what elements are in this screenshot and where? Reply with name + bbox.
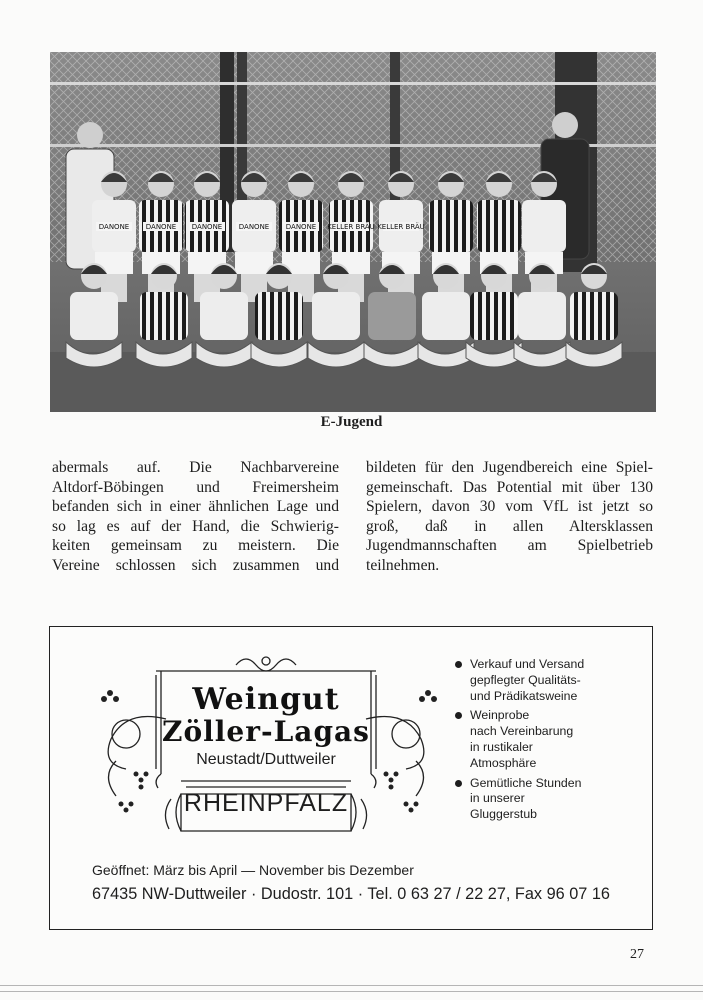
logo-name-weingut: Weingut (192, 682, 340, 717)
article-column-right (366, 458, 653, 575)
list-item (470, 776, 650, 823)
text-line: Jugendmannschaften am Spielbetrieb (366, 537, 653, 554)
article-column-left (52, 458, 339, 575)
text-line: Altdorf-Böbingen und Freimersheim (52, 478, 339, 496)
logo-name-family: Zöller-Lagas (162, 715, 370, 748)
scan-edge-line (0, 991, 703, 992)
shirt-sponsor-text: DANONE (145, 223, 177, 231)
list-item-line: gepflegter Qualitäts- (470, 672, 581, 687)
logo-region: RHEINPFALZ (183, 789, 349, 817)
list-item-line: Verkauf und Versand (470, 657, 585, 671)
list-item-line: Gluggerstub (470, 807, 537, 822)
scan-edge-line (0, 985, 703, 986)
list-item-line: in rustikaler (470, 739, 533, 754)
text-line: groß, daß in allen Altersklassen (366, 517, 653, 535)
winery-logo (86, 649, 446, 849)
shirt-sponsor-text: KELLER BRÄU (377, 223, 425, 231)
shirt-sponsor-text: KELLER BRÄU (327, 223, 375, 231)
text-line: Spielern, davon 30 vom VfL ist jetzt so (366, 498, 653, 515)
bullet-icon (455, 661, 462, 668)
opening-hours: Geöffnet: März bis April — November bis Dezember (92, 862, 414, 878)
page-number: 27 (630, 947, 644, 962)
list-item-line: Atmosphäre (470, 755, 537, 770)
offer-list (470, 657, 650, 827)
text-line: befanden sich in einer ähnlichen Lage und (52, 498, 339, 515)
team-photo (50, 52, 656, 412)
shirt-sponsor-text: DANONE (98, 223, 130, 231)
text-line: gemeinschaft. Das Potential mit über 130 (366, 478, 653, 496)
logo-town: Neustadt/Duttweiler (196, 751, 336, 768)
list-item-line: in unserer (470, 791, 525, 806)
text-line: Vereine schlossen sich zusammen und (52, 556, 339, 574)
shirt-sponsor-text: DANONE (191, 223, 223, 231)
text-line: so lag es auf der Hand, die Schwierig- (52, 517, 339, 535)
address-line: 67435 NW-Duttweiler · Dudostr. 101 · Tel. 0 63 27 / 22 27, Fax 96 07 16 (92, 885, 610, 903)
list-item-line: Gemütliche Stunden (470, 775, 582, 790)
winery-advertisement (49, 626, 653, 930)
list-item-line: Weinprobe (470, 708, 530, 723)
text-line: teilnehmen. (366, 556, 440, 574)
list-item (470, 657, 650, 704)
list-item-line: und Prädikatsweine (470, 688, 578, 703)
bullet-icon (455, 712, 462, 719)
list-item-line: nach Vereinbarung (470, 724, 574, 739)
shirt-sponsor-text: DANONE (285, 223, 317, 231)
shirt-sponsor-text: DANONE (238, 223, 270, 231)
photo-caption: E-Jugend (320, 414, 383, 430)
list-item (470, 708, 650, 771)
text-line: abermals auf. Die Nachbarvereine (52, 459, 339, 476)
text-line: bildeten für den Jugendbereich eine Spiel- (366, 459, 653, 476)
text-line: keiten gemeinsam zu meistern. Die (52, 537, 339, 554)
bullet-icon (455, 780, 462, 787)
